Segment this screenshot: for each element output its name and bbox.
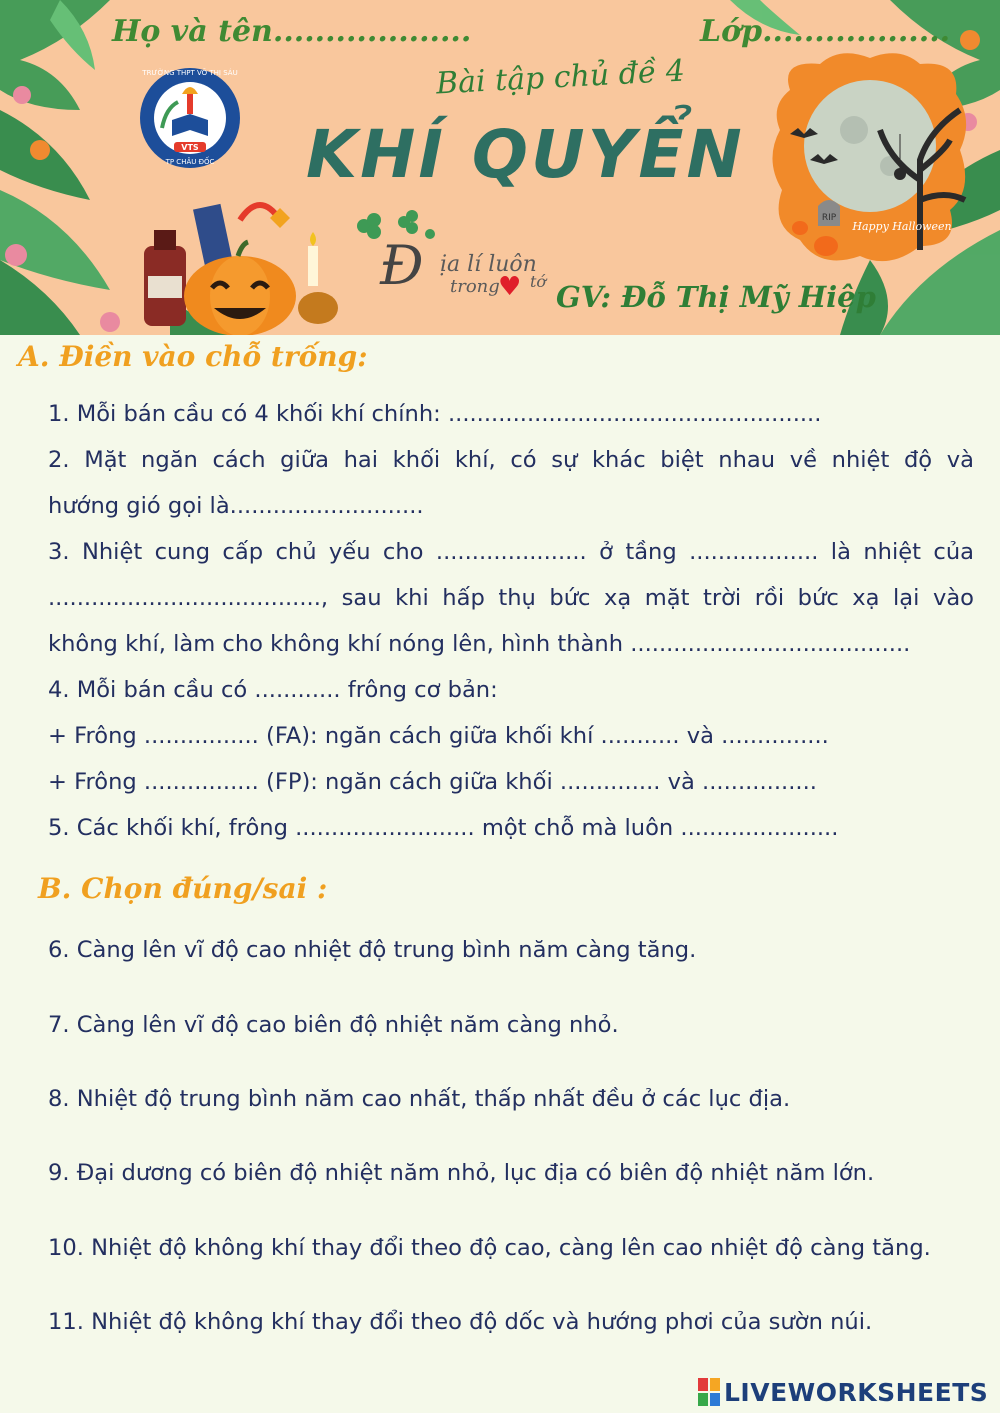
liveworksheets-logo[interactable] [698,1376,988,1408]
worksheet-subtitle: Bài tập chủ đề 4 [435,53,686,102]
heart-icon: ♥ [498,272,522,302]
pumpkin-candy-illustration [140,196,350,335]
student-name-field[interactable]: Họ và tên................... [112,14,472,49]
section-b-heading: B. Chọn đúng/sai : [38,872,328,905]
fill-line-10[interactable]: 5. Các khối khí, frông ......................... một chỗ mà luôn ...................... [48,815,839,841]
fill-line-7[interactable]: 4. Mỗi bán cầu có ............ frông cơ bản: [48,677,498,703]
fill-line-5[interactable]: ......................................, sau khi hấp thụ bức xạ mặt trời rồi bức xạ lại vào [48,585,974,611]
fill-line-4[interactable]: 3. Nhiệt cung cấp chủ yếu cho ..................... ở tầng .................. là nhiệt của [48,539,974,565]
fill-line-1[interactable]: 1. Mỗi bán cầu có 4 khối khí chính: .................................................... [48,401,822,427]
true-false-item-6[interactable]: 6. Càng lên vĩ độ cao nhiệt độ trung bình năm càng tăng. [48,937,697,963]
rip-text: RIP [821,213,837,223]
motto-line-2: trong [450,276,500,297]
motto-line-1: ịa lí luôn [440,252,537,277]
fill-line-9[interactable]: + Frông ................ (FP): ngăn cách giữa khối .............. và ................ [48,769,817,795]
logo-text-bottom: TP CHÂU ĐỐC [165,158,215,166]
fill-line-3[interactable]: hướng gió gọi là........................... [48,493,424,519]
liveworksheets-icon [698,1378,720,1406]
header-banner [0,0,1000,335]
true-false-item-11[interactable]: 11. Nhiệt độ không khí thay đổi theo độ dốc và hướng phơi của sườn núi. [48,1309,873,1335]
true-false-item-7[interactable]: 7. Càng lên vĩ độ cao biên độ nhiệt năm càng nhỏ. [48,1012,619,1038]
worksheet-title: KHÍ QUYỂN [306,116,745,193]
halloween-illustration [770,50,970,270]
true-false-item-8[interactable]: 8. Nhiệt độ trung bình năm cao nhất, thấp nhất đều ở các lục địa. [48,1086,791,1112]
logo-text-top: TRƯỜNG THPT VÕ THỊ SÁU [142,69,238,77]
true-false-item-9[interactable]: 9. Đại dương có biên độ nhiệt năm nhỏ, lục địa có biên độ nhiệt năm lớn. [48,1160,875,1186]
halloween-text: Happy Halloween [852,220,952,233]
logo-badge-text: VTS [181,143,199,152]
class-field[interactable]: Lớp.................. [700,14,951,49]
true-false-item-10[interactable]: 10. Nhiệt độ không khí thay đổi theo độ cao, càng lên cao nhiệt độ càng tăng. [48,1235,931,1261]
teacher-name: GV: Đỗ Thị Mỹ Hiệp [556,280,876,314]
school-logo [138,58,242,184]
motto-initial: Đ [380,234,424,297]
fill-line-2: 2. Mặt ngăn cách giữa hai khối khí, có sự khác biệt nhau về nhiệt độ và [48,447,974,473]
motto [380,234,570,308]
fill-line-8[interactable]: + Frông ................ (FA): ngăn cách giữa khối khí ........... và ............... [48,723,829,749]
fill-line-6[interactable]: không khí, làm cho không khí nóng lên, hình thành ....................................... [48,631,911,657]
liveworksheets-brand: LIVEWORKSHEETS [724,1377,989,1407]
section-a-heading: A. Điền vào chỗ trống: [18,340,368,373]
motto-line-3: tớ [530,272,547,291]
